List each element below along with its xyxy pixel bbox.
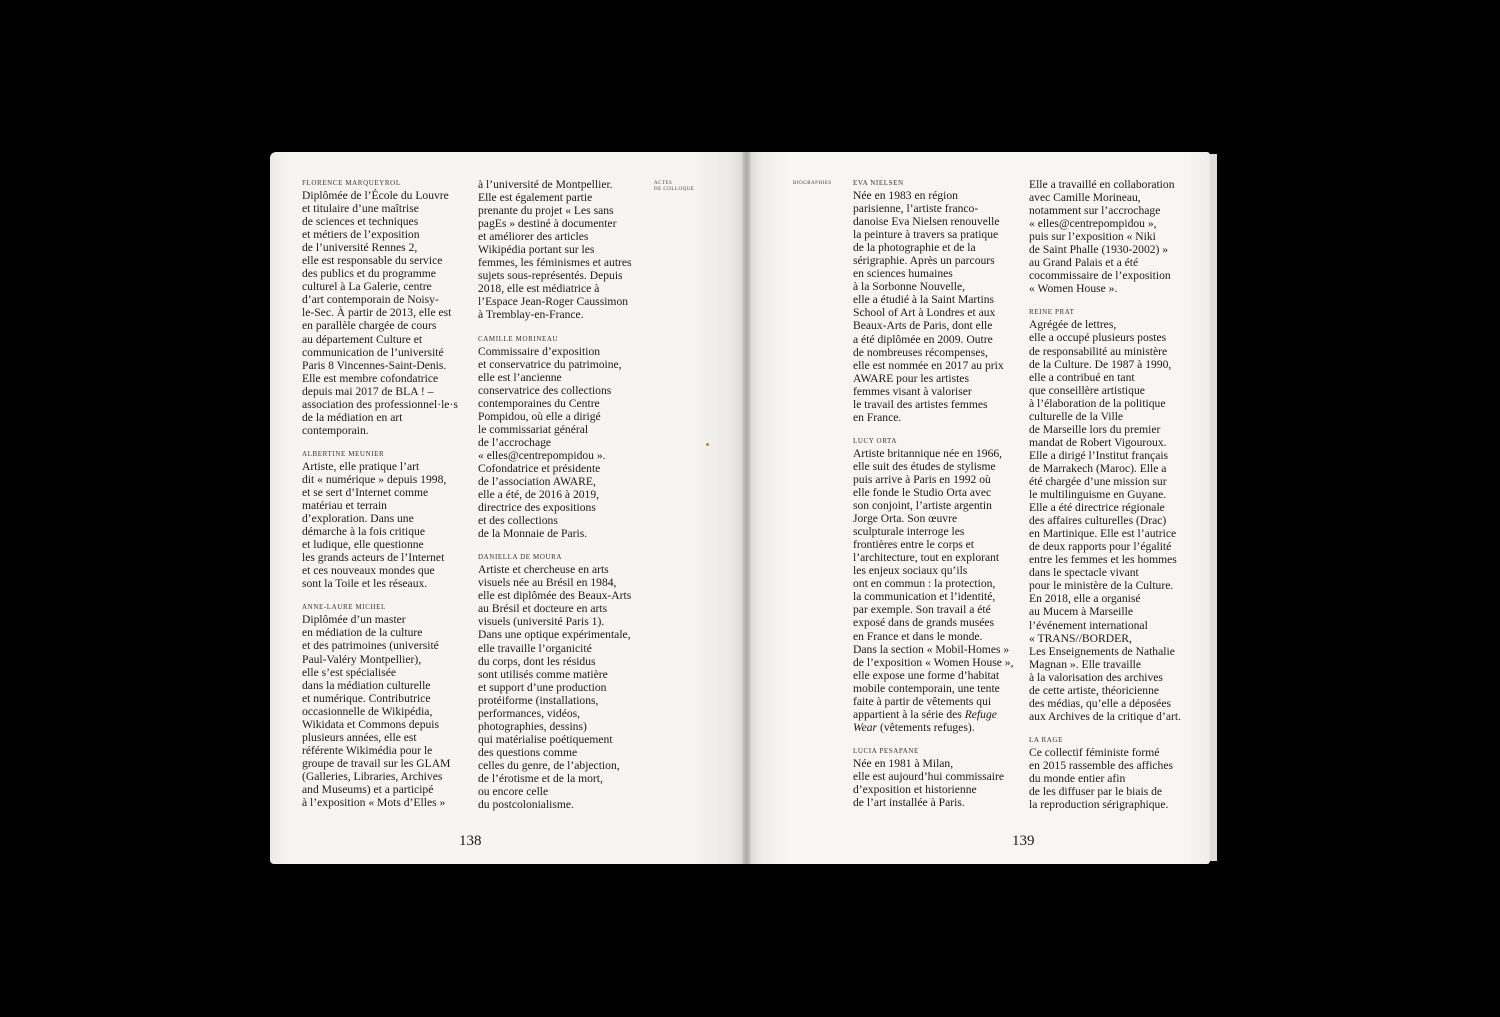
right-column-2	[1029, 178, 1204, 823]
bio-name: EVA NIELSEN	[853, 179, 904, 187]
bio-text: Ce collectif féministe formé en 2015 rassemble des affiches du monde entier afin de les diffuser par le biais de la reproduction sérigraphique.	[1029, 745, 1174, 812]
bio-name: ANNE-LAURE MICHEL	[302, 603, 386, 612]
page-edges	[1210, 154, 1217, 861]
bio-entry	[853, 178, 1025, 424]
bio-name: LUCY ORTA	[853, 436, 898, 445]
bio-entry	[853, 436, 1025, 734]
bio-text: Artiste, elle pratique l’art dit « numérique » depuis 1998, et se sert d’Internet comme matériau et terrain d’exploration. Dans une démarche à la fois critique et ludique, elle questionne les grands acteurs de l’Internet et ces nouveaux mondes que sont la Toile et les réseaux.	[302, 459, 447, 591]
bio-entry	[853, 746, 1025, 809]
bio-text-italic: Refuge Wear	[853, 707, 997, 734]
bio-name: DANIELLA DE MOURA	[478, 553, 563, 562]
bio-text: Commissaire d’exposition et conservatrice du patrimoine, elle est l’ancienne conservatrice des collections contemporaines du Centre Pompidou, où elle a dirigé le commissariat général de l’accrochage « elles@centrepompidou ». Cofondatrice et présidente de l’association AWARE, elle a été, de 2016 à 2019, directrice des expositions et des collections de la Monnaie de Paris.	[478, 344, 622, 541]
bio-text: Diplômée de l’École du Louvre et titulaire d’une maîtrise de sciences et techniques et métiers de l’exposition de l’université Rennes 2, elle est responsable du service des publics et du programme culturel à La Galerie, centre d’art contemporain de Noisy- le-Sec. À partir de 2013, elle est en parallèle chargée de cours au département Culture et communication de l’université Paris 8 Vincennes-Saint-Denis. Elle est membre cofondatrice depuis mai 2017 de BLA ! – association des professionnel·le·s de la médiation en art contemporain.	[302, 189, 458, 437]
running-head-right: BIOGRAPHIES	[793, 181, 832, 186]
bio-text: Née en 1981 à Milan, elle est aujourd’hui commissaire d’exposition et historienne de l’art installée à Paris.	[853, 756, 1004, 810]
bio-text	[853, 447, 1025, 734]
bio-name: ALBERTINE MEUNIER	[302, 449, 385, 458]
bio-entry	[478, 178, 648, 322]
bio-text: Artiste et chercheuse en arts visuels née au Brésil en 1984, elle est diplômée des Beaux-Arts au Brésil et docteure en arts visuels (université Paris 1). Dans une optique expérimentale, elle travaille l’organicité du corps, dont les résidus sont utilisés comme matière et support d’une production protéiforme (installations, performances, vidéos, photographies, dessins) qui matérialise poétiquement des questions comme celles du genre, de l’abjection, de l’érotisme et de la mort, ou encore celle du postcolonialisme.	[478, 563, 632, 812]
left-column-1	[302, 178, 472, 821]
page-number-right: 139	[1012, 833, 1035, 849]
bio-entry	[1029, 178, 1204, 295]
paper-speck	[706, 443, 709, 446]
bio-text: Diplômée d’un master en médiation de la culture et des patrimoines (université Paul-Valéry Montpellier), elle s’est spécialisée dans la médiation culturelle et numérique. Contributrice occasionnelle de Wikipédia, Wikidata et Commons depuis plusieurs années, elle est référente Wikimédia pour le groupe de travail sur les GLAM (Galleries, Libraries, Archives and Museums) et a participé à l’exposition « Mots d’Elles »	[302, 613, 451, 810]
bio-entry	[1029, 735, 1204, 811]
bio-name: FLORENCE MARQUEYROL	[302, 179, 401, 187]
bio-entry	[302, 602, 472, 809]
running-head-left: ACTES DE COLLOQUE	[654, 181, 695, 192]
bio-entry	[302, 449, 472, 590]
bio-name: LUCIA PESAPANE	[853, 746, 919, 755]
bio-entry	[478, 552, 648, 811]
book-gutter	[742, 152, 751, 864]
bio-entry	[1029, 307, 1204, 722]
left-column-2	[478, 178, 648, 823]
bio-entry	[478, 334, 648, 541]
bio-name: LA RAGE	[1029, 735, 1063, 744]
bio-text: à l’université de Montpellier. Elle est également partie prenante du projet « Les sans pagEs » destiné à documenter et améliorer des articles Wikipédia portant sur les femmes, les féminismes et autres sujets sous-représentés. Depuis 2018, elle est médiatrice à l’Espace Jean-Roger Caussimon à Tremblay-en-France.	[478, 178, 632, 322]
bio-entry	[302, 178, 472, 437]
right-column-1	[853, 178, 1025, 821]
bio-text-after: (vêtements refuges).	[877, 720, 975, 734]
bio-text: Née en 1983 en région parisienne, l’artiste franco- danoise Eva Nielsen renouvelle la peinture à travers sa pratique de la photographie et de la sérigraphie. Après un parcours en sciences humaines à la Sorbonne Nouvelle, elle a étudié à la Saint Martins School of Art à Londres et aux Beaux-Arts de Paris, dont elle a été diplômée en 2009. Outre de nombreuses récompenses, elle est nommée en 2017 au prix AWARE pour les artistes femmes visant à valoriser le travail des artistes femmes en France.	[853, 189, 1004, 424]
bio-name: REINE PRAT	[1029, 308, 1075, 317]
bio-text: Agrégée de lettres, elle a occupé plusieurs postes de responsabilité au ministère de la Culture. De 1987 à 1990, elle a contribué en tant que conseillère artistique à l’élaboration de la politique culturelle de la Ville de Marseille lors du premier mandat de Robert Vigouroux. Elle a dirigé l’Institut français de Marrakech (Maroc). Elle a été chargée d’une mission sur le multilinguisme en Guyane. Elle a été directrice régionale des affaires culturelles (Drac) en Martinique. Elle est l’autrice de deux rapports pour l’égalité entre les femmes et les hommes dans le spectacle vivant pour le ministère de la Culture. En 2018, elle a organisé au Mucem à Marseille l’événement international « TRANS//BORDER, Les Enseignements de Nathalie Magnan ». Elle travaille à la valorisation des archives de cette artiste, théoricienne des médias, qu’elle a déposées aux Archives de la critique d’art.	[1029, 318, 1181, 723]
bio-name: CAMILLE MORINEAU	[478, 334, 559, 343]
bio-text-main: Artiste britannique née en 1966, elle suit des études de stylisme puis arrive à Paris en 1992 où elle fonde le Studio Orta avec son conjoint, l’artiste argentin Jorge Orta. Son œuvre sculpturale interroge les frontières entre le corps et l’architecture, tout en explorant les enjeux sociaux qu’ils ont en commun : la protection, la communication et l’identité, par exemple. Son travail a été exposé dans de grands musées en France et dans le monde. Dans la section « Mobil-Homes » de l’exposition « Women House », elle expose une forme d’habitat mobile contemporain, une tente faite à partir de vêtements qui appartient à la série des	[853, 446, 1014, 721]
page-number-left: 138	[459, 833, 482, 849]
bio-text: Elle a travaillé en collaboration avec Camille Morineau, notamment sur l’accrochage « elles@centrepompidou », puis sur l’exposition « Niki de Saint Phalle (1930-2002) » au Grand Palais et a été cocommissaire de l’exposition « Women House ».	[1029, 178, 1175, 296]
